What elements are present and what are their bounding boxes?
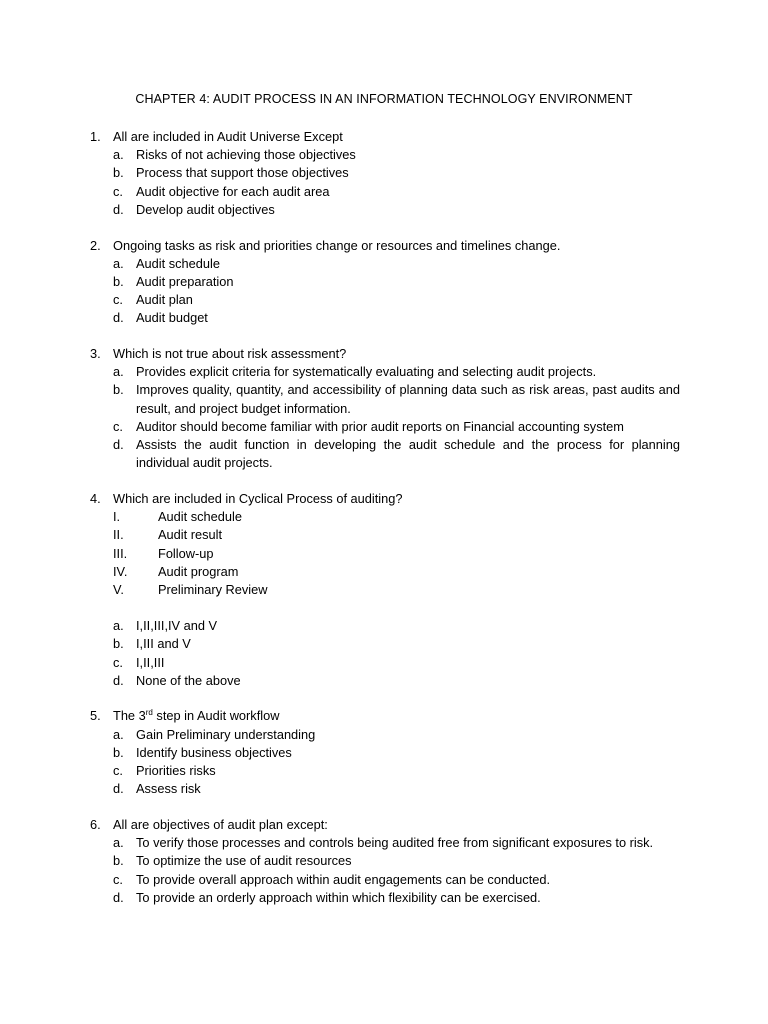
option-text: To provide overall approach within audit engagements can be conducted. (136, 871, 551, 887)
option-letter: d. (113, 310, 124, 326)
question-number: 3. (90, 346, 101, 362)
option-text: Develop audit objectives (136, 201, 275, 217)
option-d (113, 201, 680, 219)
option-letter: c. (113, 183, 123, 199)
question-stem (90, 490, 680, 508)
roman-item-text: Audit result (158, 527, 223, 543)
option-letter: b. (113, 853, 124, 869)
question-number: 1. (90, 129, 101, 144)
question-6 (90, 816, 680, 907)
roman-item-text: Audit schedule (158, 509, 242, 525)
roman-item-i (113, 508, 680, 526)
question-stem (90, 707, 680, 725)
question-4 (90, 490, 680, 690)
question-number: 6. (90, 817, 101, 832)
option-text: Gain Preliminary understanding (136, 726, 316, 742)
roman-item-ii (113, 526, 680, 544)
question-list (90, 128, 680, 925)
option-letter: c. (113, 654, 123, 670)
question-text: Which are included in Cyclical Process of auditing? (113, 490, 403, 506)
option-text: Provides explicit criteria for systematically evaluating and selecting audit projects. (136, 364, 597, 380)
option-c (113, 183, 680, 201)
option-text: I,III and V (136, 636, 191, 652)
option-c (113, 654, 680, 672)
option-letter: d. (113, 889, 124, 905)
option-a (113, 146, 680, 164)
option-text: None of the above (136, 672, 241, 688)
question-stem (90, 816, 680, 834)
option-letter: c. (113, 763, 123, 779)
question-1 (90, 128, 680, 219)
option-c (113, 291, 680, 309)
option-letter: a. (113, 726, 124, 742)
option-b (113, 381, 680, 417)
option-d (113, 672, 680, 690)
question-text: All are objectives of audit plan except: (113, 817, 328, 832)
option-text: Audit budget (136, 310, 208, 326)
option-b (113, 635, 680, 653)
option-text: Risks of not achieving those objectives (136, 147, 356, 163)
option-letter: b. (113, 165, 124, 181)
option-b (113, 273, 680, 291)
question-3 (90, 345, 680, 472)
option-text: Auditor should become familiar with prior audit reports on Financial accounting system (136, 418, 624, 434)
roman-item-iii (113, 545, 680, 563)
option-text: Assess risk (136, 781, 201, 797)
question-text-after: step in Audit workflow (152, 708, 280, 724)
roman-item-v (113, 581, 680, 599)
option-letter: d. (113, 437, 124, 453)
roman-item-text: Follow-up (158, 545, 214, 561)
roman-item-text: Preliminary Review (158, 581, 268, 597)
roman-numeral: III. (113, 545, 128, 561)
option-letter: d. (113, 781, 124, 797)
option-a (113, 617, 680, 635)
question-text-before: The 3 (113, 708, 146, 724)
roman-numeral: II. (113, 527, 124, 543)
question-2 (90, 237, 680, 328)
question-stem (90, 345, 680, 363)
option-letter: a. (113, 364, 124, 380)
roman-numeral: I. (113, 509, 121, 525)
question-text: All are included in Audit Universe Except (113, 129, 343, 144)
option-b (113, 852, 680, 870)
option-letter: b. (113, 382, 124, 398)
question-text: Ongoing tasks as risk and priorities change or resources and timelines change. (113, 237, 561, 253)
option-letter: c. (113, 292, 123, 308)
option-text: To verify those processes and controls being audited free from significant exposures to risk. (136, 835, 654, 851)
option-text: Improves quality, quantity, and accessibility of planning data such as risk areas, past audits and result, and project budget information. (136, 382, 680, 416)
roman-item-text: Audit program (158, 563, 239, 579)
option-letter: b. (113, 273, 124, 289)
spacer (90, 599, 680, 617)
option-text: Priorities risks (136, 763, 216, 779)
ordinal-suffix: rd (145, 708, 153, 718)
option-d (113, 780, 680, 798)
option-text: To provide an orderly approach within which flexibility can be exercised. (136, 889, 541, 905)
option-text: Process that support those objectives (136, 165, 349, 181)
option-letter: a. (113, 618, 124, 634)
option-text: Audit preparation (136, 273, 234, 289)
option-text: Audit schedule (136, 255, 220, 271)
option-letter: a. (113, 147, 124, 163)
option-a (113, 726, 680, 744)
option-letter: c. (113, 418, 123, 434)
roman-numeral: V. (113, 581, 124, 597)
option-letter: d. (113, 672, 124, 688)
question-stem (90, 128, 680, 146)
option-letter: b. (113, 744, 124, 760)
option-letter: c. (113, 871, 123, 887)
option-b (113, 744, 680, 762)
chapter-title: CHAPTER 4: AUDIT PROCESS IN AN INFORMATION TECHNOLOGY ENVIRONMENT (135, 92, 633, 106)
question-stem (90, 237, 680, 255)
option-d (113, 436, 680, 472)
option-text: I,II,III,IV and V (136, 618, 218, 634)
option-text: Identify business objectives (136, 744, 292, 760)
option-letter: a. (113, 255, 124, 271)
roman-numeral: IV. (113, 563, 128, 579)
option-d (113, 309, 680, 327)
option-c (113, 762, 680, 780)
option-b (113, 164, 680, 182)
option-text: Assists the audit function in developing the audit schedule and the process for planning individual audit projects. (136, 437, 680, 471)
option-a (113, 363, 680, 381)
option-a (113, 834, 680, 852)
roman-item-iv (113, 563, 680, 581)
option-letter: a. (113, 835, 124, 851)
option-text: I,II,III (136, 654, 165, 670)
option-c (113, 871, 680, 889)
option-letter: b. (113, 636, 124, 652)
question-number: 5. (90, 708, 101, 724)
option-a (113, 255, 680, 273)
option-d (113, 889, 680, 907)
option-text: Audit plan (136, 292, 193, 308)
question-number: 4. (90, 490, 101, 506)
question-text (113, 707, 680, 725)
option-text: Audit objective for each audit area (136, 183, 330, 199)
question-number: 2. (90, 237, 101, 253)
question-5 (90, 707, 680, 798)
option-c (113, 418, 680, 436)
option-letter: d. (113, 201, 124, 217)
question-text: Which is not true about risk assessment? (113, 346, 347, 362)
option-text: To optimize the use of audit resources (136, 853, 352, 869)
